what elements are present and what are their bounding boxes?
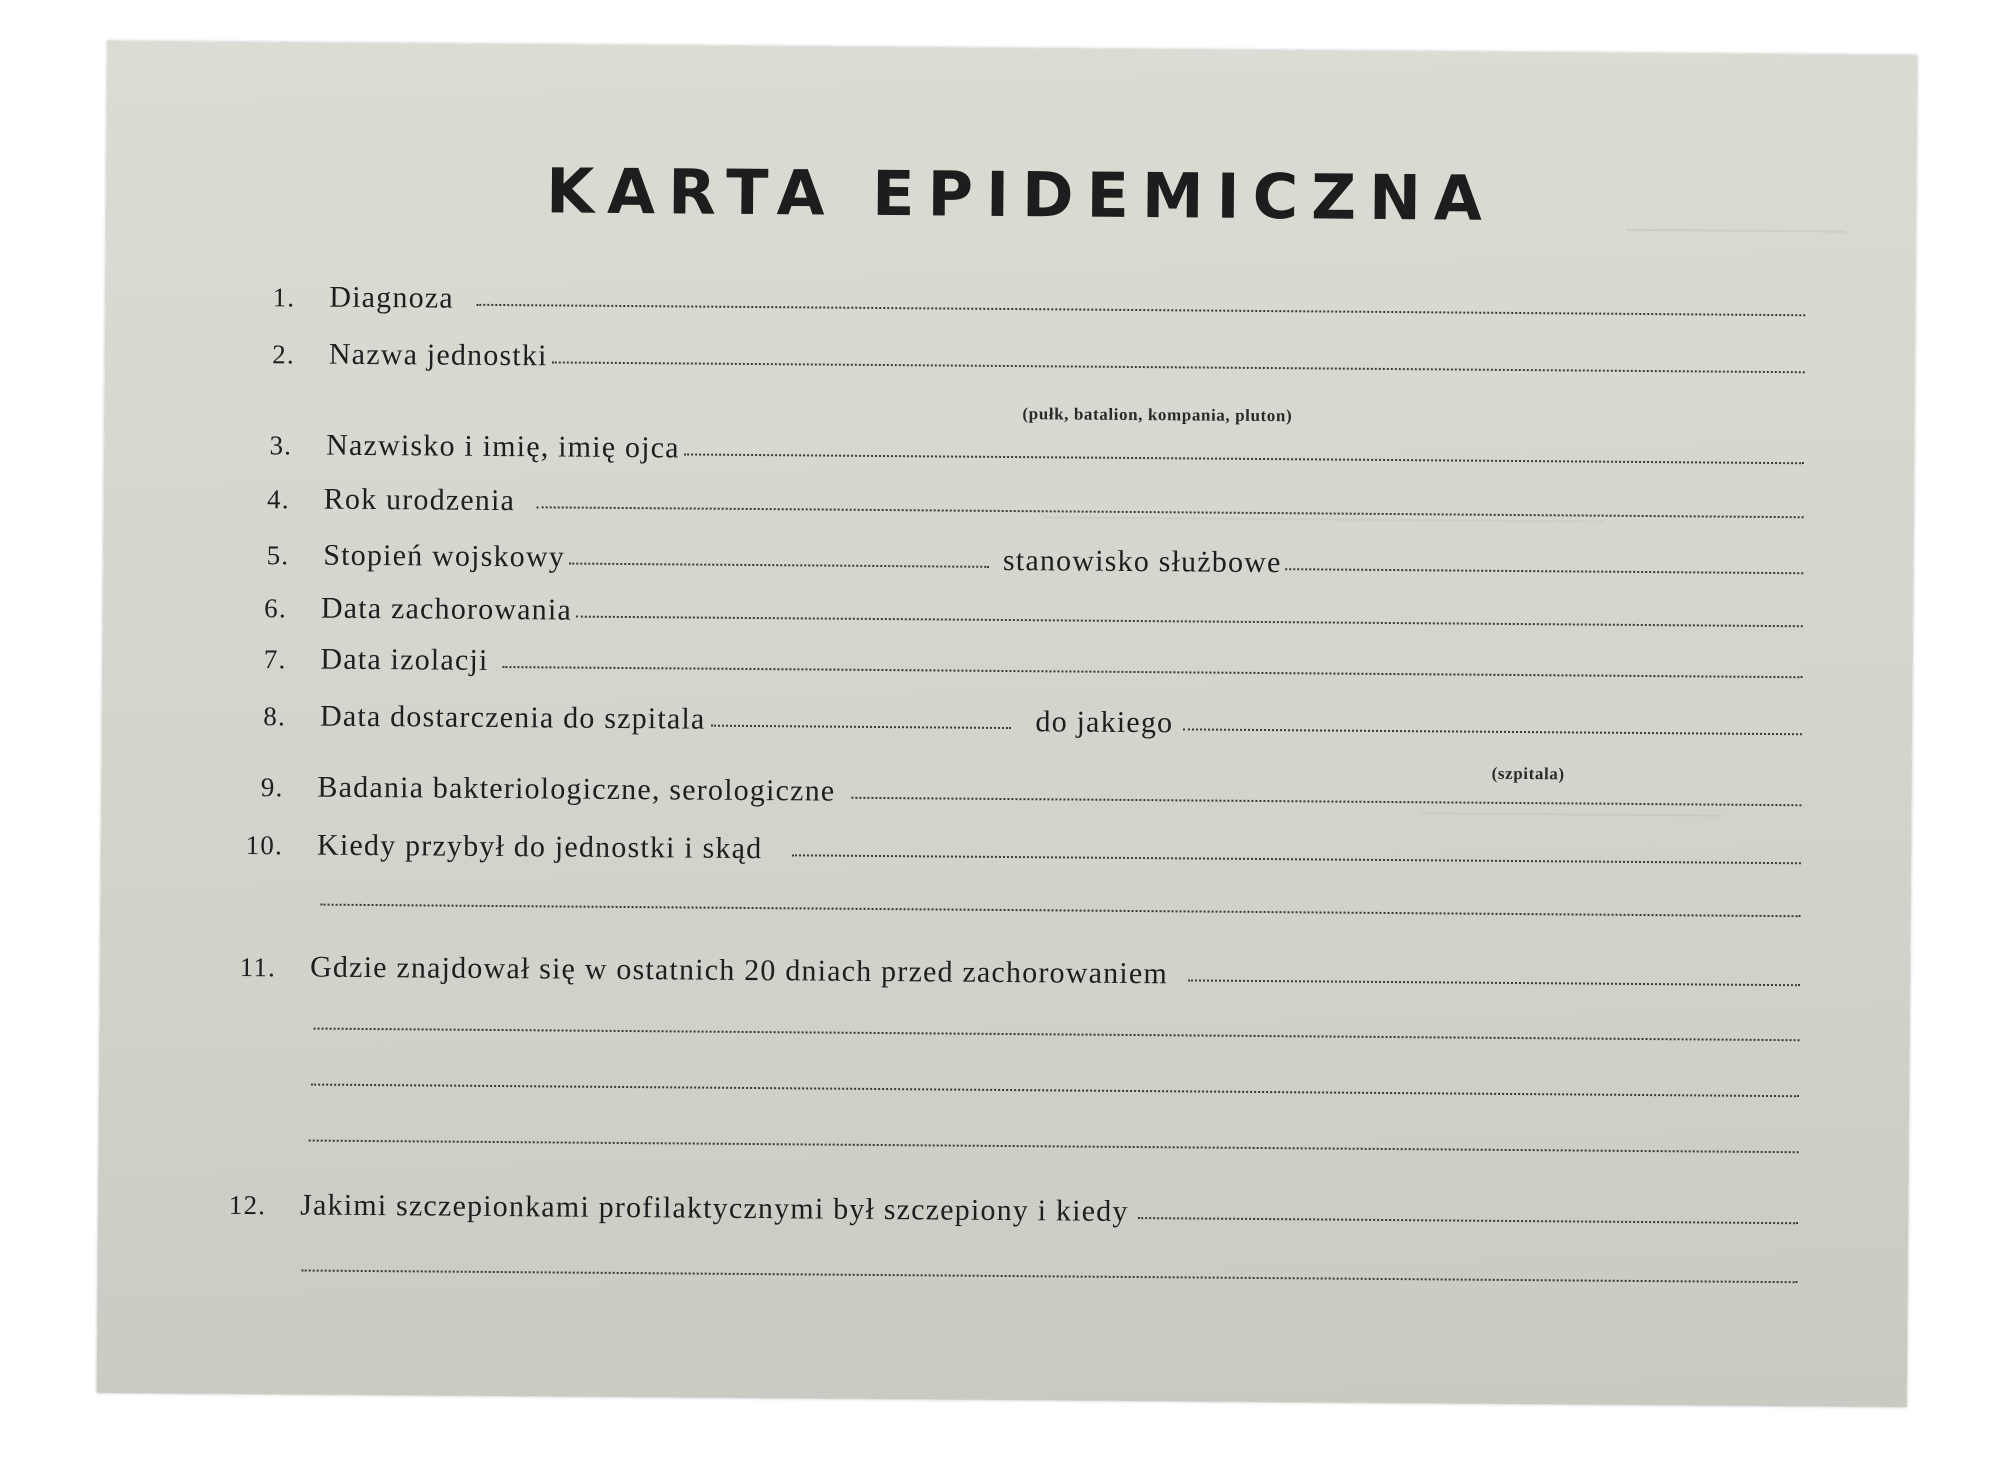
field-hospital-delivery xyxy=(226,699,1802,745)
field-number: 8. xyxy=(263,701,287,732)
fill-line[interactable] xyxy=(537,505,1804,518)
field-lab-tests xyxy=(223,770,1801,816)
fill-line[interactable] xyxy=(314,1027,1800,1042)
field-label-secondary: stanowisko służbowe xyxy=(1002,543,1282,580)
field-full-name xyxy=(232,428,1804,474)
field-label: Data dostarczenia do szpitala xyxy=(319,699,706,736)
field-label: Nazwisko i imię, imię ojca xyxy=(326,428,680,465)
fill-line[interactable] xyxy=(321,903,1801,918)
fill-line[interactable] xyxy=(1139,1216,1799,1224)
field-label: Data zachorowania xyxy=(320,591,573,627)
form-sheet xyxy=(97,41,1918,1407)
fill-line[interactable] xyxy=(711,724,1011,729)
field-number: 12. xyxy=(228,1189,267,1221)
field-label: Kiedy przybył do jednostki i skąd xyxy=(316,828,763,866)
field-number: 10. xyxy=(245,830,284,861)
fill-line[interactable] xyxy=(502,665,1802,678)
field-number: 5. xyxy=(266,540,290,571)
unit-name-note: (pułk, batalion, kompania, pluton) xyxy=(1022,404,1293,426)
field-label-secondary: do jakiego xyxy=(1035,705,1174,740)
field-number: 11. xyxy=(239,951,277,983)
field-number: 9. xyxy=(260,772,284,803)
fill-line[interactable] xyxy=(1183,727,1802,735)
field-label: Gdzie znajdował się w ostatnich 20 dniach przed zachorowaniem xyxy=(309,950,1169,991)
fill-line[interactable] xyxy=(792,853,1801,864)
fill-line[interactable] xyxy=(476,303,1805,316)
field-label: Rok urodzenia xyxy=(323,482,516,518)
fill-line[interactable] xyxy=(684,452,1804,464)
fill-line[interactable] xyxy=(569,562,989,568)
field-label: Data izolacji xyxy=(320,642,489,677)
field-label: Badania bakteriologiczne, serologiczne xyxy=(317,770,836,808)
fill-line[interactable] xyxy=(552,360,1805,373)
bleed-through-mark xyxy=(1626,211,1846,233)
fill-line[interactable] xyxy=(302,1268,1798,1283)
fill-line[interactable] xyxy=(851,796,1801,806)
field-number: 2. xyxy=(272,339,295,370)
fill-line[interactable] xyxy=(576,615,1803,628)
field-label: Diagnoza xyxy=(329,280,455,315)
field-arrival xyxy=(203,828,1801,875)
field-military-rank xyxy=(229,538,1803,584)
field-label: Stopień wojskowy xyxy=(323,538,566,574)
field-illness-date xyxy=(227,591,1803,637)
fill-line[interactable] xyxy=(1286,567,1804,574)
form-title: KARTA EPIDEMICZNA xyxy=(545,154,1496,235)
field-number: 6. xyxy=(264,593,288,624)
fill-line[interactable] xyxy=(311,1083,1799,1098)
fill-line[interactable] xyxy=(1188,978,1800,986)
field-isolation-date xyxy=(226,642,1802,688)
hospital-note: (szpitala) xyxy=(1491,763,1565,784)
field-recent-whereabouts xyxy=(196,950,1800,997)
field-label: Jakimi szczepionkami profilaktycznymi był szczepiony i kiedy xyxy=(300,1188,1129,1228)
field-number: 4. xyxy=(266,484,290,515)
field-label: Nazwa jednostki xyxy=(328,337,548,373)
fill-line[interactable] xyxy=(309,1139,1799,1154)
field-number: 1. xyxy=(272,282,296,313)
field-unit-name xyxy=(235,337,1805,383)
field-number: 7. xyxy=(263,644,287,675)
field-diagnosis xyxy=(235,280,1805,326)
field-vaccinations xyxy=(186,1188,1798,1235)
field-birth-year xyxy=(230,482,1804,528)
field-number: 3. xyxy=(269,430,293,461)
